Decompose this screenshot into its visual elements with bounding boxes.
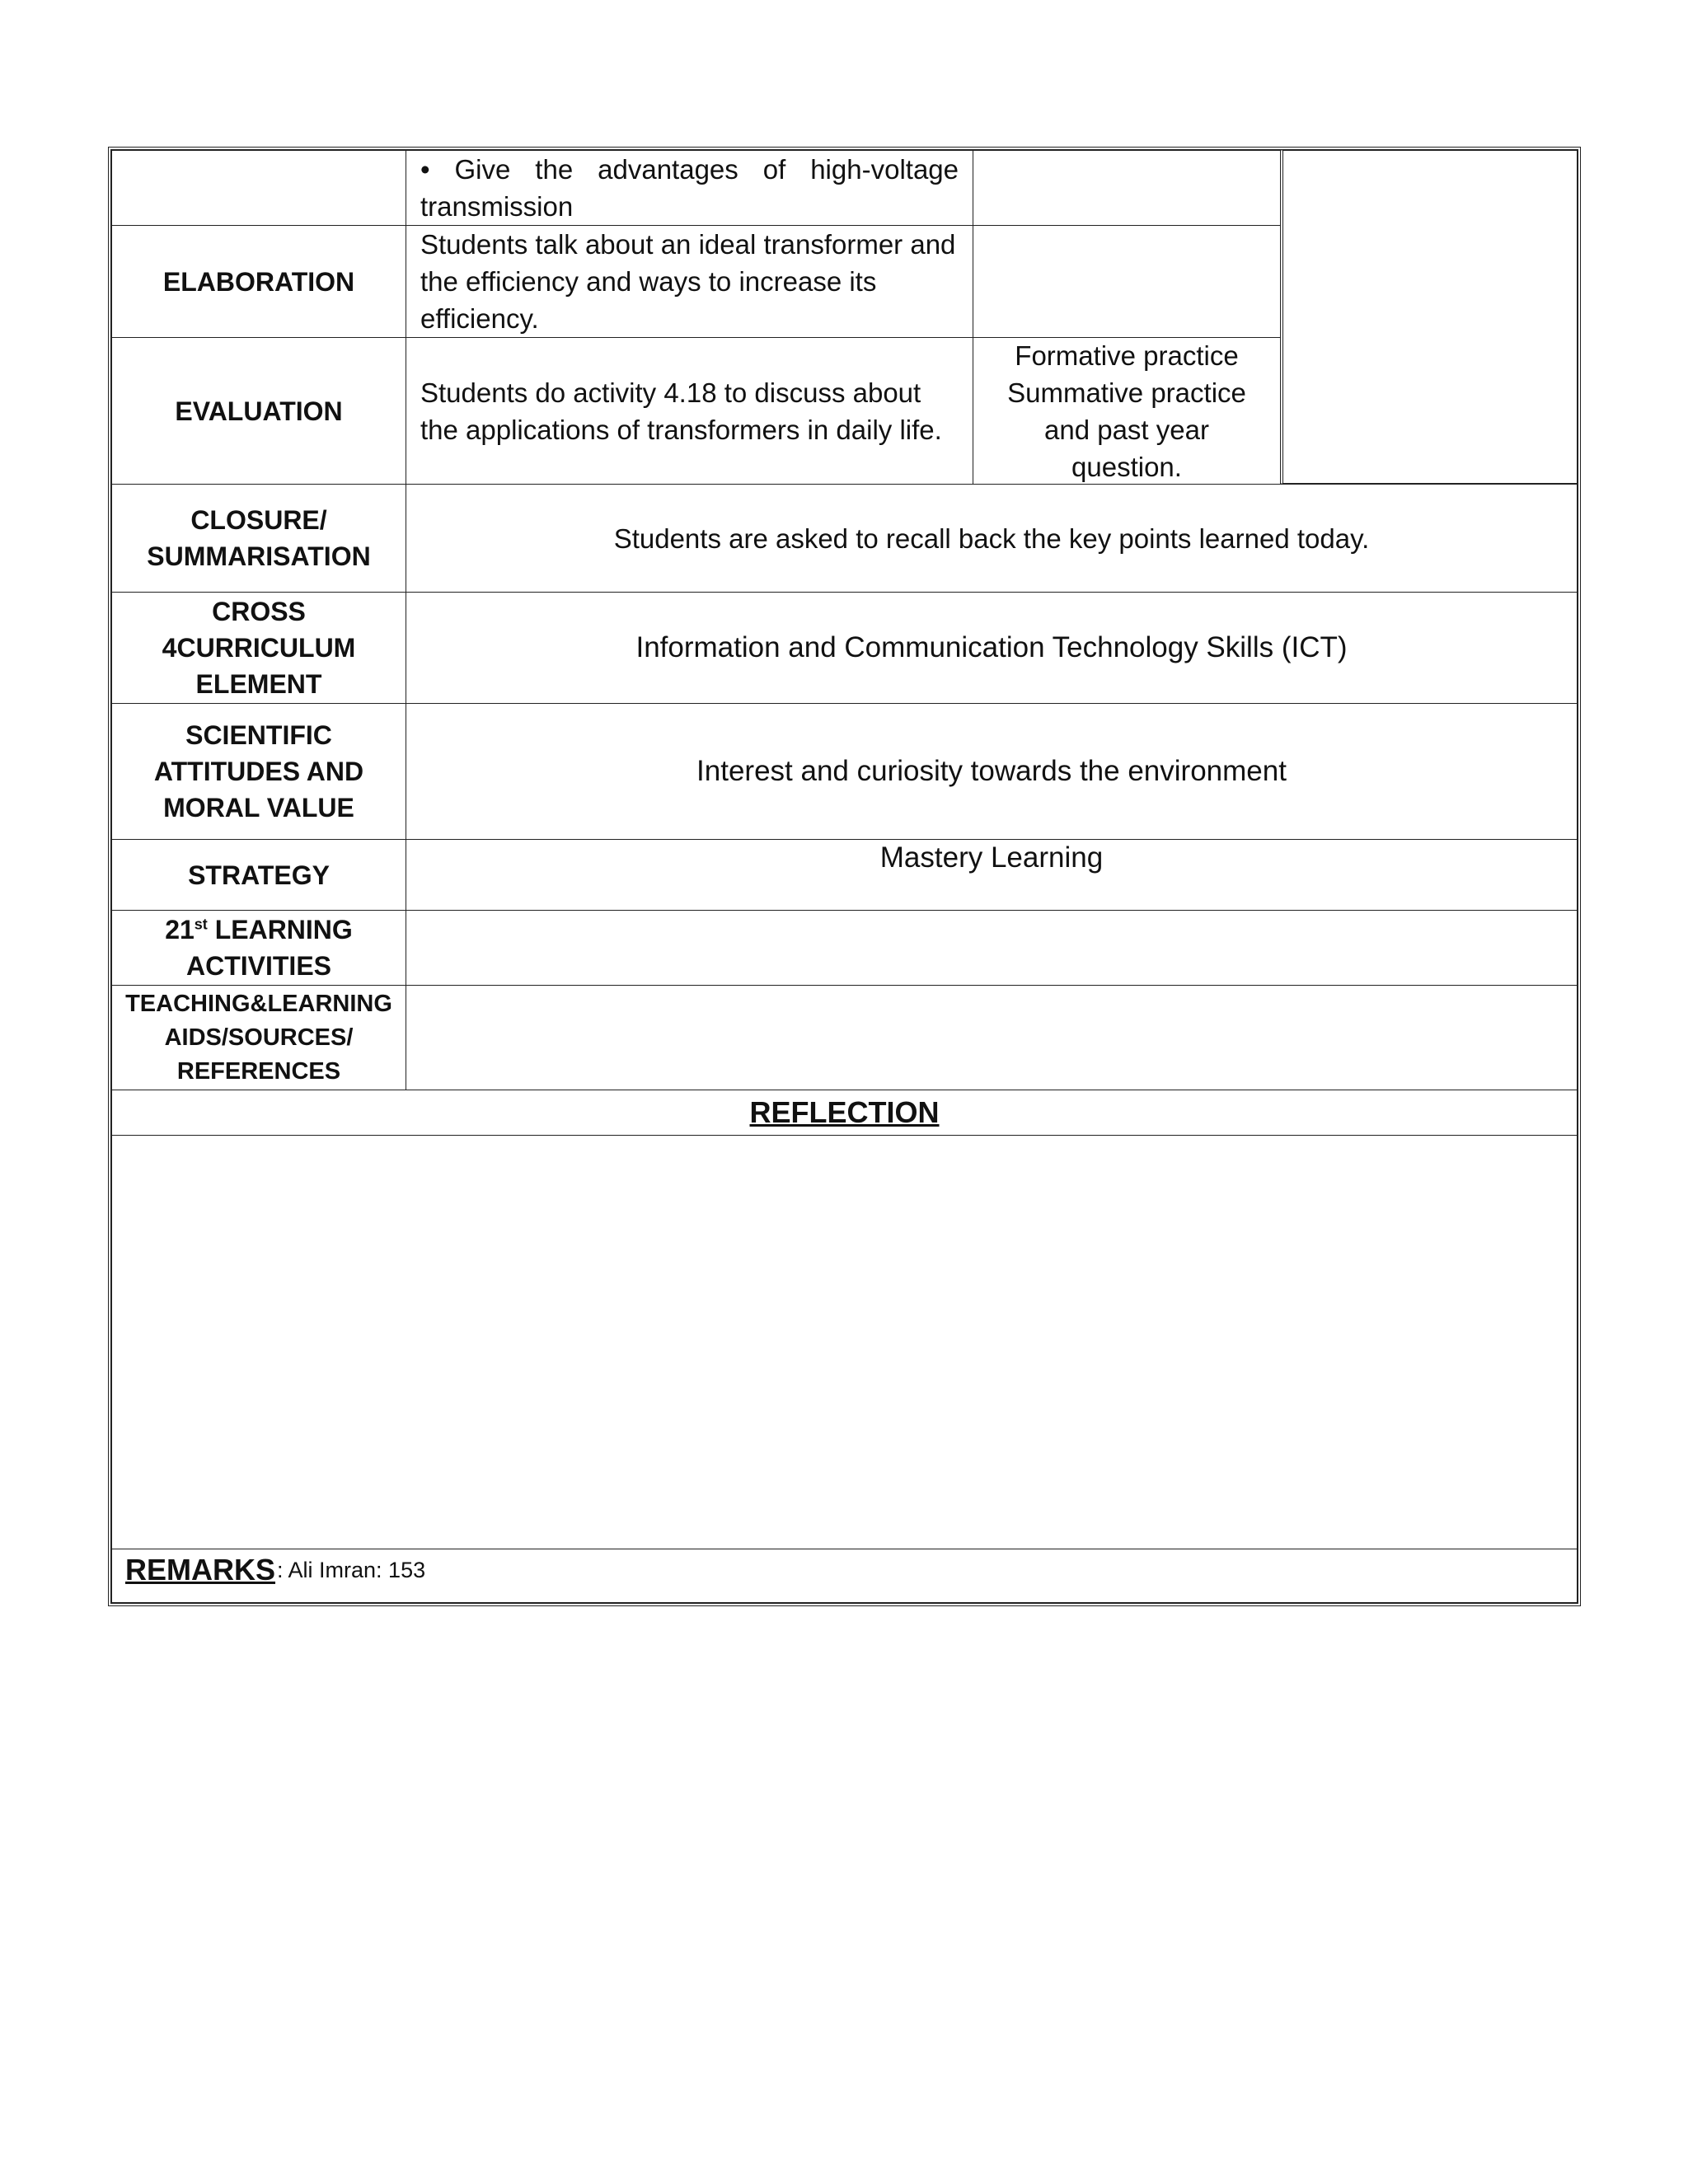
evaluation-activity-cell <box>406 337 973 485</box>
remarks-cell <box>111 1549 1578 1603</box>
assessment-line: Summative practice <box>1007 377 1246 408</box>
label-prefix: 21 <box>165 915 195 944</box>
label-line: AIDS/SOURCES/ <box>164 1024 354 1051</box>
notes-column-cell <box>1280 150 1578 484</box>
cross-curriculum-label-cell <box>111 592 406 704</box>
cross-curriculum-label <box>162 593 356 702</box>
label-line: ATTITUDES AND <box>153 757 364 786</box>
continuation-assessment-cell <box>973 150 1281 226</box>
scientific-attitudes-label-cell <box>111 703 406 840</box>
label-line: SCIENTIFIC <box>185 720 332 750</box>
evaluation-activity-text: Students do activity 4.18 to discuss about the applications of transformers in daily life. <box>420 377 942 445</box>
elaboration-activity-cell <box>406 225 973 338</box>
evaluation-assessment-cell <box>973 337 1281 485</box>
strategy-label-cell <box>111 839 406 911</box>
cross-curriculum-content-cell <box>406 592 1578 704</box>
evaluation-label: EVALUATION <box>175 396 343 426</box>
closure-label <box>147 502 370 574</box>
elaboration-label-cell <box>111 225 406 338</box>
teaching-aids-content-cell <box>406 985 1578 1090</box>
continuation-label-cell <box>111 150 406 226</box>
label-line: CLOSURE/ <box>190 505 327 535</box>
remarks-line <box>125 1549 425 1591</box>
strategy-content: Mastery Learning <box>879 841 1104 874</box>
closure-content: Students are asked to recall back the key points learned today. <box>613 523 1370 554</box>
scientific-attitudes-content-cell <box>406 703 1578 840</box>
learning-21st-label-cell <box>111 910 406 986</box>
label-line: SUMMARISATION <box>147 541 371 571</box>
assessment-line: Formative practice <box>1015 340 1239 371</box>
assessment-line: and past year <box>1044 414 1209 445</box>
label-superscript: st <box>194 916 208 933</box>
lesson-plan-table <box>108 147 1581 1606</box>
strategy-label: STRATEGY <box>188 860 330 890</box>
closure-label-cell <box>111 484 406 593</box>
label-line: LEARNING <box>207 915 353 944</box>
label-line: MORAL VALUE <box>163 793 354 823</box>
continuation-activity-text: • Give the advantages of high-voltage transmission <box>420 154 959 222</box>
label-line: ELEMENT <box>195 669 322 699</box>
reflection-header-cell <box>111 1090 1578 1136</box>
learning-21st-content-cell <box>406 910 1578 986</box>
label-line: REFERENCES <box>176 1057 341 1085</box>
learning-21st-label <box>165 912 353 984</box>
evaluation-label-cell <box>111 337 406 485</box>
scientific-attitudes-content: Interest and curiosity towards the environment <box>696 755 1287 787</box>
strategy-content-cell <box>406 839 1578 911</box>
elaboration-label: ELABORATION <box>162 266 355 297</box>
remarks-value: : Ali Imran: 153 <box>277 1557 426 1582</box>
continuation-activity-cell <box>406 150 973 226</box>
cross-curriculum-content: Information and Communication Technology Skills (ICT) <box>635 631 1348 663</box>
teaching-aids-label-cell <box>111 985 406 1090</box>
elaboration-activity-text: Students talk about an ideal transformer and the efficiency and ways to increase its efficiency. <box>420 229 956 334</box>
reflection-body-cell <box>111 1135 1578 1549</box>
evaluation-assessment-text <box>1007 337 1246 485</box>
scientific-attitudes-label <box>154 717 363 826</box>
remarks-label: REMARKS <box>125 1553 276 1586</box>
teaching-aids-label <box>125 987 392 1089</box>
elaboration-assessment-cell <box>973 225 1281 338</box>
label-line: ACTIVITIES <box>185 951 331 981</box>
label-line: 4CURRICULUM <box>162 633 356 663</box>
closure-content-cell <box>406 484 1578 593</box>
label-line: TEACHING&LEARNING <box>125 990 392 1017</box>
reflection-heading: REFLECTION <box>749 1095 940 1129</box>
label-line: CROSS <box>212 597 306 626</box>
assessment-line: question. <box>1071 451 1182 482</box>
lesson-plan-grid <box>111 150 1578 1603</box>
